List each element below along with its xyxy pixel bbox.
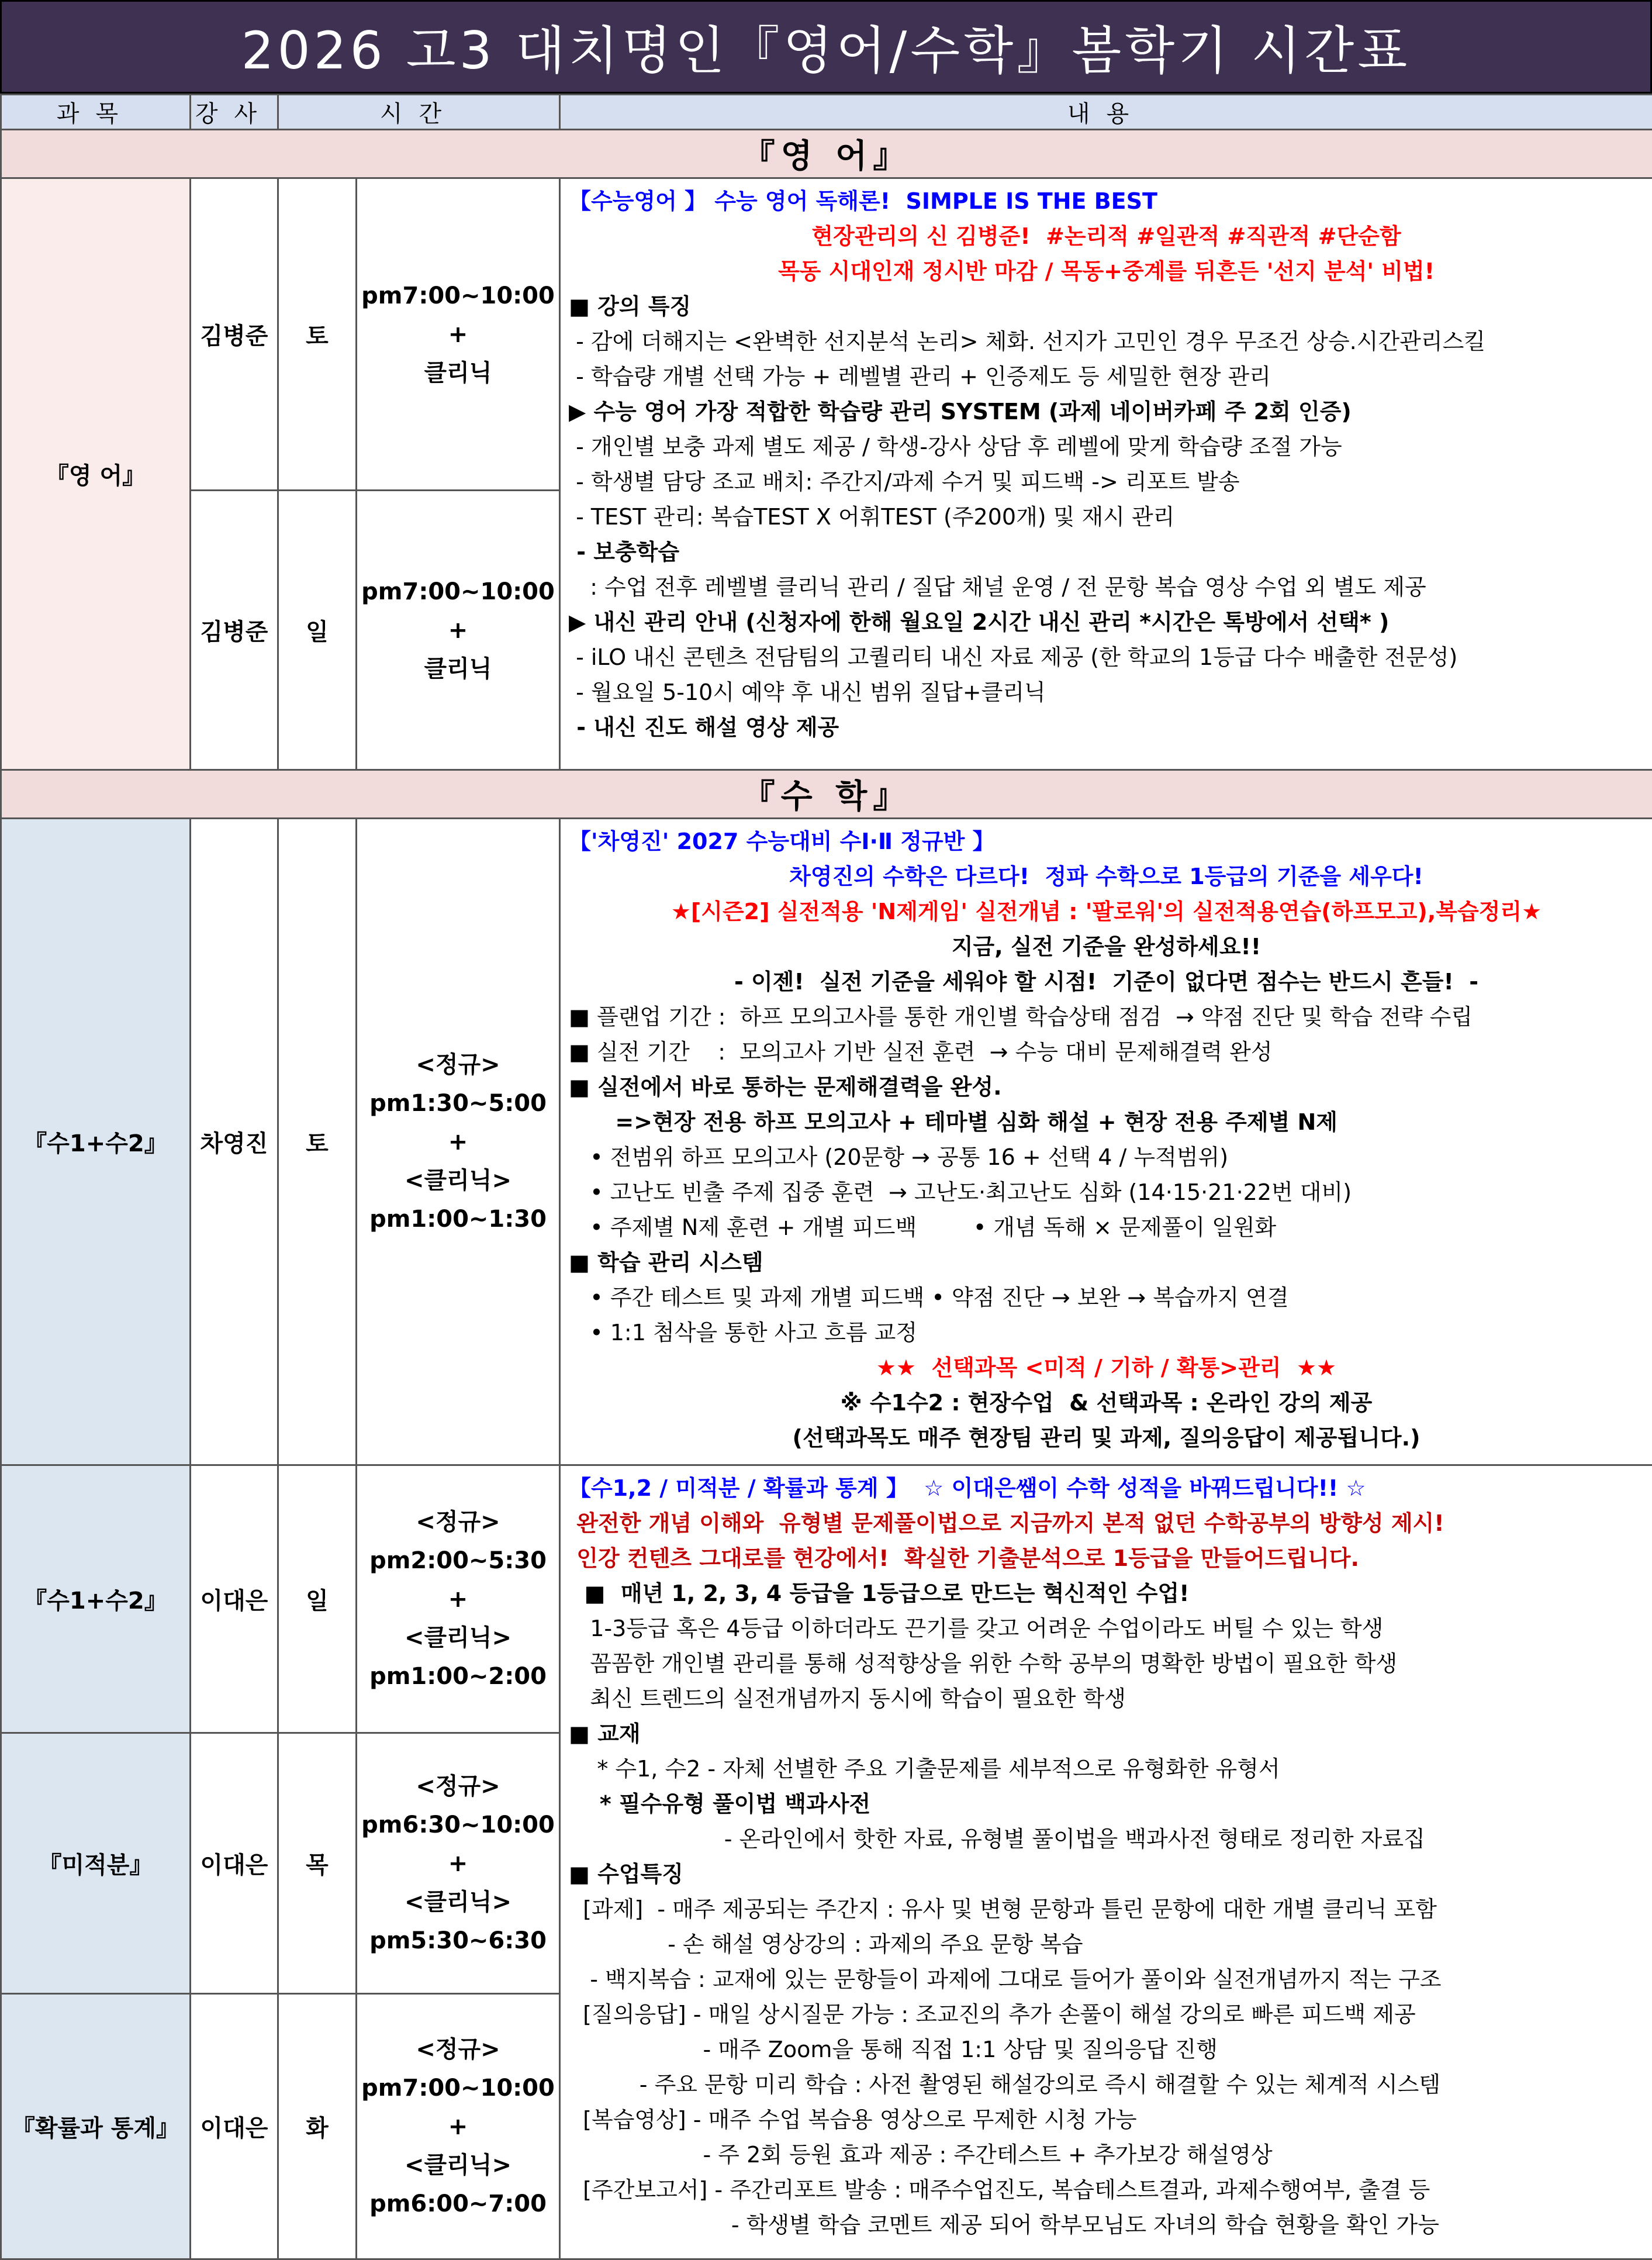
content-line: ▶ 내신 관리 안내 (신청자에 한해 월요일 2시간 내신 관리 *시간은 톡방에서 선택* ) bbox=[569, 605, 1644, 640]
content-line: 【수1,2 / 미적분 / 확률과 통계 】 ☆ 이대은쌤이 수학 성적을 바꿔드립니다!! ☆ bbox=[569, 1471, 1644, 1506]
header-content: 내용 bbox=[560, 95, 1652, 130]
content-line: [복습영상] - 매주 수업 복습용 영상으로 무제한 시청 가능 bbox=[569, 2102, 1644, 2137]
time-line: <정규> bbox=[357, 1767, 559, 1806]
content-line: - 내신 진도 해설 영상 제공 bbox=[569, 710, 1644, 745]
subject-cell: 『영 어』 bbox=[1, 178, 191, 770]
content-line: * 수1, 수2 - 자체 선별한 주요 기출문제를 세부적으로 유형화한 유형서 bbox=[569, 1751, 1644, 1786]
time-line: <정규> bbox=[357, 2030, 559, 2069]
time-cell bbox=[357, 1465, 560, 1733]
content-line: 차영진의 수학은 다르다! 정파 수학으로 1등급의 기준을 세우다! bbox=[569, 859, 1644, 894]
time-line: <클리닉> bbox=[357, 1883, 559, 1921]
time-line: + bbox=[357, 1123, 559, 1161]
time-line: + bbox=[357, 1580, 559, 1619]
time-cell bbox=[357, 1994, 560, 2259]
content-line: • 1:1 첨삭을 통한 사고 흐름 교정 bbox=[569, 1315, 1644, 1350]
table-row bbox=[1, 178, 1652, 491]
time-line: + bbox=[357, 315, 559, 354]
content-line: ■ 매년 1, 2, 3, 4 등급을 1등급으로 만드는 혁신적인 수업! bbox=[569, 1576, 1644, 1611]
time-line: + bbox=[357, 2107, 559, 2146]
content-line: ■ 강의 특징 bbox=[569, 289, 1644, 324]
subject-cell: 『수1+수2』 bbox=[1, 819, 191, 1465]
content-line: [질의응답] - 매일 상시질문 가능 : 조교진의 추가 손풀이 해설 강의로 빠른 피드백 제공 bbox=[569, 1997, 1644, 2032]
time-line: <클리닉> bbox=[357, 1161, 559, 1200]
section-english-label: 『영 어』 bbox=[1, 130, 1652, 178]
content-line: 목동 시대인재 정시반 마감 / 목동+중계를 뒤흔든 '선지 분석' 비법! bbox=[569, 254, 1644, 289]
day-cell: 화 bbox=[278, 1994, 357, 2259]
content-line: - 월요일 5-10시 예약 후 내신 범위 질답+클리닉 bbox=[569, 675, 1644, 710]
time-line: 클리닉 bbox=[357, 650, 559, 688]
content-line: - 손 해설 영상강의 : 과제의 주요 문항 복습 bbox=[569, 1927, 1644, 1962]
content-line: 지금, 실전 기준을 완성하세요!! bbox=[569, 929, 1644, 964]
content-line: 현장관리의 신 김병준! #논리적 #일관적 #직관적 #단순함 bbox=[569, 219, 1644, 254]
content-line: - 감에 더해지는 <완벽한 선지분석 논리> 체화. 선지가 고민인 경우 무조건 상승.시간관리스킬 bbox=[569, 324, 1644, 359]
teacher-cell: 이대은 bbox=[191, 1994, 278, 2259]
table-row bbox=[1, 819, 1652, 1465]
time-line: pm6:00~7:00 bbox=[357, 2185, 559, 2223]
content-line: ■ 수업특징 bbox=[569, 1857, 1644, 1892]
time-line: pm2:00~5:30 bbox=[357, 1541, 559, 1580]
content-line: =>현장 전용 하프 모의고사 + 테마별 심화 해설 + 현장 전용 주제별 N제 bbox=[569, 1105, 1644, 1140]
content-line: - 보충학습 bbox=[569, 534, 1644, 570]
time-line: pm6:30~10:00 bbox=[357, 1806, 559, 1844]
content-line: ★[시즌2] 실전적용 'N제게임' 실전개념 : '팔로워'의 실전적용연습(하프모고),복습정리★ bbox=[569, 894, 1644, 929]
time-line: + bbox=[357, 1844, 559, 1883]
content-line: - 주 2회 등원 효과 제공 : 주간테스트 + 추가보강 해설영상 bbox=[569, 2137, 1644, 2172]
english-content bbox=[560, 178, 1652, 770]
content-line: - 백지복습 : 교재에 있는 문항들이 과제에 그대로 들어가 풀이와 실전개념까지 적는 구조 bbox=[569, 1962, 1644, 1997]
content-line: * 필수유형 풀이법 백과사전 bbox=[569, 1786, 1644, 1821]
content-line: - 학생별 학습 코멘트 제공 되어 학부모님도 자녀의 학습 현황을 확인 가능 bbox=[569, 2207, 1644, 2242]
table-header-row bbox=[1, 95, 1652, 130]
day-cell: 토 bbox=[278, 819, 357, 1465]
content-line: • 고난도 빈출 주제 집중 훈련 → 고난도·최고난도 심화 (14·15·21·22번 대비) bbox=[569, 1175, 1644, 1210]
content-line: - 학습량 개별 선택 가능 + 레벨별 관리 + 인증제도 등 세밀한 현장 관리 bbox=[569, 359, 1644, 394]
content-line: - 개인별 보충 과제 별도 제공 / 학생-강사 상담 후 레벨에 맞게 학습량 조절 가능 bbox=[569, 429, 1644, 464]
content-line: (선택과목도 매주 현장팀 관리 및 과제, 질의응답이 제공됩니다.) bbox=[569, 1420, 1644, 1455]
page-title: 2026 고3 대치명인『영어/수학』봄학기 시간표 bbox=[0, 0, 1652, 94]
teacher-cell: 차영진 bbox=[191, 819, 278, 1465]
math-lee-content bbox=[560, 1465, 1652, 2259]
teacher-cell: 김병준 bbox=[191, 491, 278, 770]
content-line: - 매주 Zoom을 통해 직접 1:1 상담 및 질의응답 진행 bbox=[569, 2032, 1644, 2067]
content-line: 【'차영진' 2027 수능대비 수Ⅰ·Ⅱ 정규반 】 bbox=[569, 824, 1644, 859]
section-math-label: 『수 학』 bbox=[1, 770, 1652, 819]
content-line: [과제] - 매주 제공되는 주간지 : 유사 및 변형 문항과 틀린 문항에 대한 개별 클리닉 포함 bbox=[569, 1892, 1644, 1927]
math-cha-content bbox=[560, 819, 1652, 1465]
table-row bbox=[1, 1465, 1652, 1733]
content-line: - TEST 관리: 복습TEST X 어휘TEST (주200개) 및 재시 관리 bbox=[569, 499, 1644, 534]
subject-cell: 『확률과 통계』 bbox=[1, 1994, 191, 2259]
time-line: pm7:00~10:00 bbox=[357, 572, 559, 611]
time-line: <정규> bbox=[357, 1046, 559, 1084]
day-cell: 토 bbox=[278, 178, 357, 491]
header-teacher: 강사 bbox=[191, 95, 278, 130]
content-line: ■ 교재 bbox=[569, 1716, 1644, 1751]
time-cell bbox=[357, 1733, 560, 1994]
time-line: pm5:30~6:30 bbox=[357, 1921, 559, 1960]
content-line: - 이젠! 실전 기준을 세워야 할 시점! 기준이 없다면 점수는 반드시 흔들! - bbox=[569, 964, 1644, 999]
content-line: 인강 컨텐츠 그대로를 현강에서! 확실한 기출분석으로 1등급을 만들어드립니다. bbox=[569, 1541, 1644, 1576]
section-math bbox=[1, 770, 1652, 819]
content-line: ■ 실전 기간 : 모의고사 기반 실전 훈련 → 수능 대비 문제해결력 완성 bbox=[569, 1034, 1644, 1069]
time-line: pm7:00~10:00 bbox=[357, 277, 559, 315]
content-line: ★★ 선택과목 <미적 / 기하 / 확통>관리 ★★ bbox=[569, 1350, 1644, 1385]
content-line: ▶ 수능 영어 가장 적합한 학습량 관리 SYSTEM (과제 네이버카페 주 2회 인증) bbox=[569, 394, 1644, 429]
content-line: ■ 실전에서 바로 통하는 문제해결력을 완성. bbox=[569, 1069, 1644, 1105]
time-line: pm1:30~5:00 bbox=[357, 1084, 559, 1123]
day-cell: 일 bbox=[278, 491, 357, 770]
content-line: • 주제별 N제 훈련 + 개별 피드백 • 개념 독해 × 문제풀이 일원화 bbox=[569, 1210, 1644, 1245]
content-line: - iLO 내신 콘텐츠 전담팀의 고퀄리티 내신 자료 제공 (한 학교의 1등급 다수 배출한 전문성) bbox=[569, 640, 1644, 675]
time-line: 클리닉 bbox=[357, 354, 559, 392]
day-cell: 목 bbox=[278, 1733, 357, 1994]
time-line: <정규> bbox=[357, 1503, 559, 1541]
header-time: 시간 bbox=[278, 95, 560, 130]
content-line: ■ 플랜업 기간 : 하프 모의고사를 통한 개인별 학습상태 점검 → 약점 진단 및 학습 전략 수립 bbox=[569, 999, 1644, 1034]
content-line: 완전한 개념 이해와 유형별 문제풀이법으로 지금까지 본적 없던 수학공부의 방향성 제시! bbox=[569, 1506, 1644, 1541]
content-line: ※ 수1수2 : 현장수업 & 선택과목 : 온라인 강의 제공 bbox=[569, 1385, 1644, 1420]
day-cell: 일 bbox=[278, 1465, 357, 1733]
content-line: - 학생별 담당 조교 배치: 주간지/과제 수거 및 피드백 -> 리포트 발송 bbox=[569, 464, 1644, 499]
time-line: <클리닉> bbox=[357, 1619, 559, 1657]
time-cell bbox=[357, 178, 560, 491]
content-line: • 주간 테스트 및 과제 개별 피드백 • 약점 진단 → 보완 → 복습까지 연결 bbox=[569, 1280, 1644, 1315]
content-line: 꼼꼼한 개인별 관리를 통해 성적향상을 위한 수학 공부의 명확한 방법이 필요한 학생 bbox=[569, 1646, 1644, 1681]
content-line: ■ 학습 관리 시스템 bbox=[569, 1245, 1644, 1280]
time-cell bbox=[357, 491, 560, 770]
time-line: + bbox=[357, 611, 559, 650]
content-line: • 전범위 하프 모의고사 (20문항 → 공통 16 + 선택 4 / 누적범위) bbox=[569, 1140, 1644, 1175]
header-subject: 과목 bbox=[1, 95, 191, 130]
time-cell bbox=[357, 819, 560, 1465]
content-line: 1-3등급 혹은 4등급 이하더라도 끈기를 갖고 어려운 수업이라도 버틸 수 있는 학생 bbox=[569, 1611, 1644, 1646]
time-line: pm7:00~10:00 bbox=[357, 2069, 559, 2107]
content-line: [주간보고서] - 주간리포트 발송 : 매주수업진도, 복습테스트결과, 과제수행여부, 출결 등 bbox=[569, 2172, 1644, 2207]
teacher-cell: 이대은 bbox=[191, 1465, 278, 1733]
content-line: - 주요 문항 미리 학습 : 사전 촬영된 해설강의로 즉시 해결할 수 있는 체계적 시스템 bbox=[569, 2067, 1644, 2102]
time-line: pm1:00~2:00 bbox=[357, 1657, 559, 1696]
time-line: <클리닉> bbox=[357, 2146, 559, 2185]
content-line: 【수능영어 】 수능 영어 독해론! SIMPLE IS THE BEST bbox=[569, 184, 1644, 219]
teacher-cell: 이대은 bbox=[191, 1733, 278, 1994]
subject-cell: 『수1+수2』 bbox=[1, 1465, 191, 1733]
content-line: : 수업 전후 레벨별 클리닉 관리 / 질답 채널 운영 / 전 문항 복습 영상 수업 외 별도 제공 bbox=[569, 570, 1644, 605]
content-line: - 온라인에서 핫한 자료, 유형별 풀이법을 백과사전 형태로 정리한 자료집 bbox=[569, 1821, 1644, 1857]
schedule-table bbox=[0, 94, 1652, 2260]
section-english bbox=[1, 130, 1652, 178]
time-line: pm1:00~1:30 bbox=[357, 1200, 559, 1238]
teacher-cell: 김병준 bbox=[191, 178, 278, 491]
subject-cell: 『미적분』 bbox=[1, 1733, 191, 1994]
content-line: 최신 트렌드의 실전개념까지 동시에 학습이 필요한 학생 bbox=[569, 1681, 1644, 1716]
